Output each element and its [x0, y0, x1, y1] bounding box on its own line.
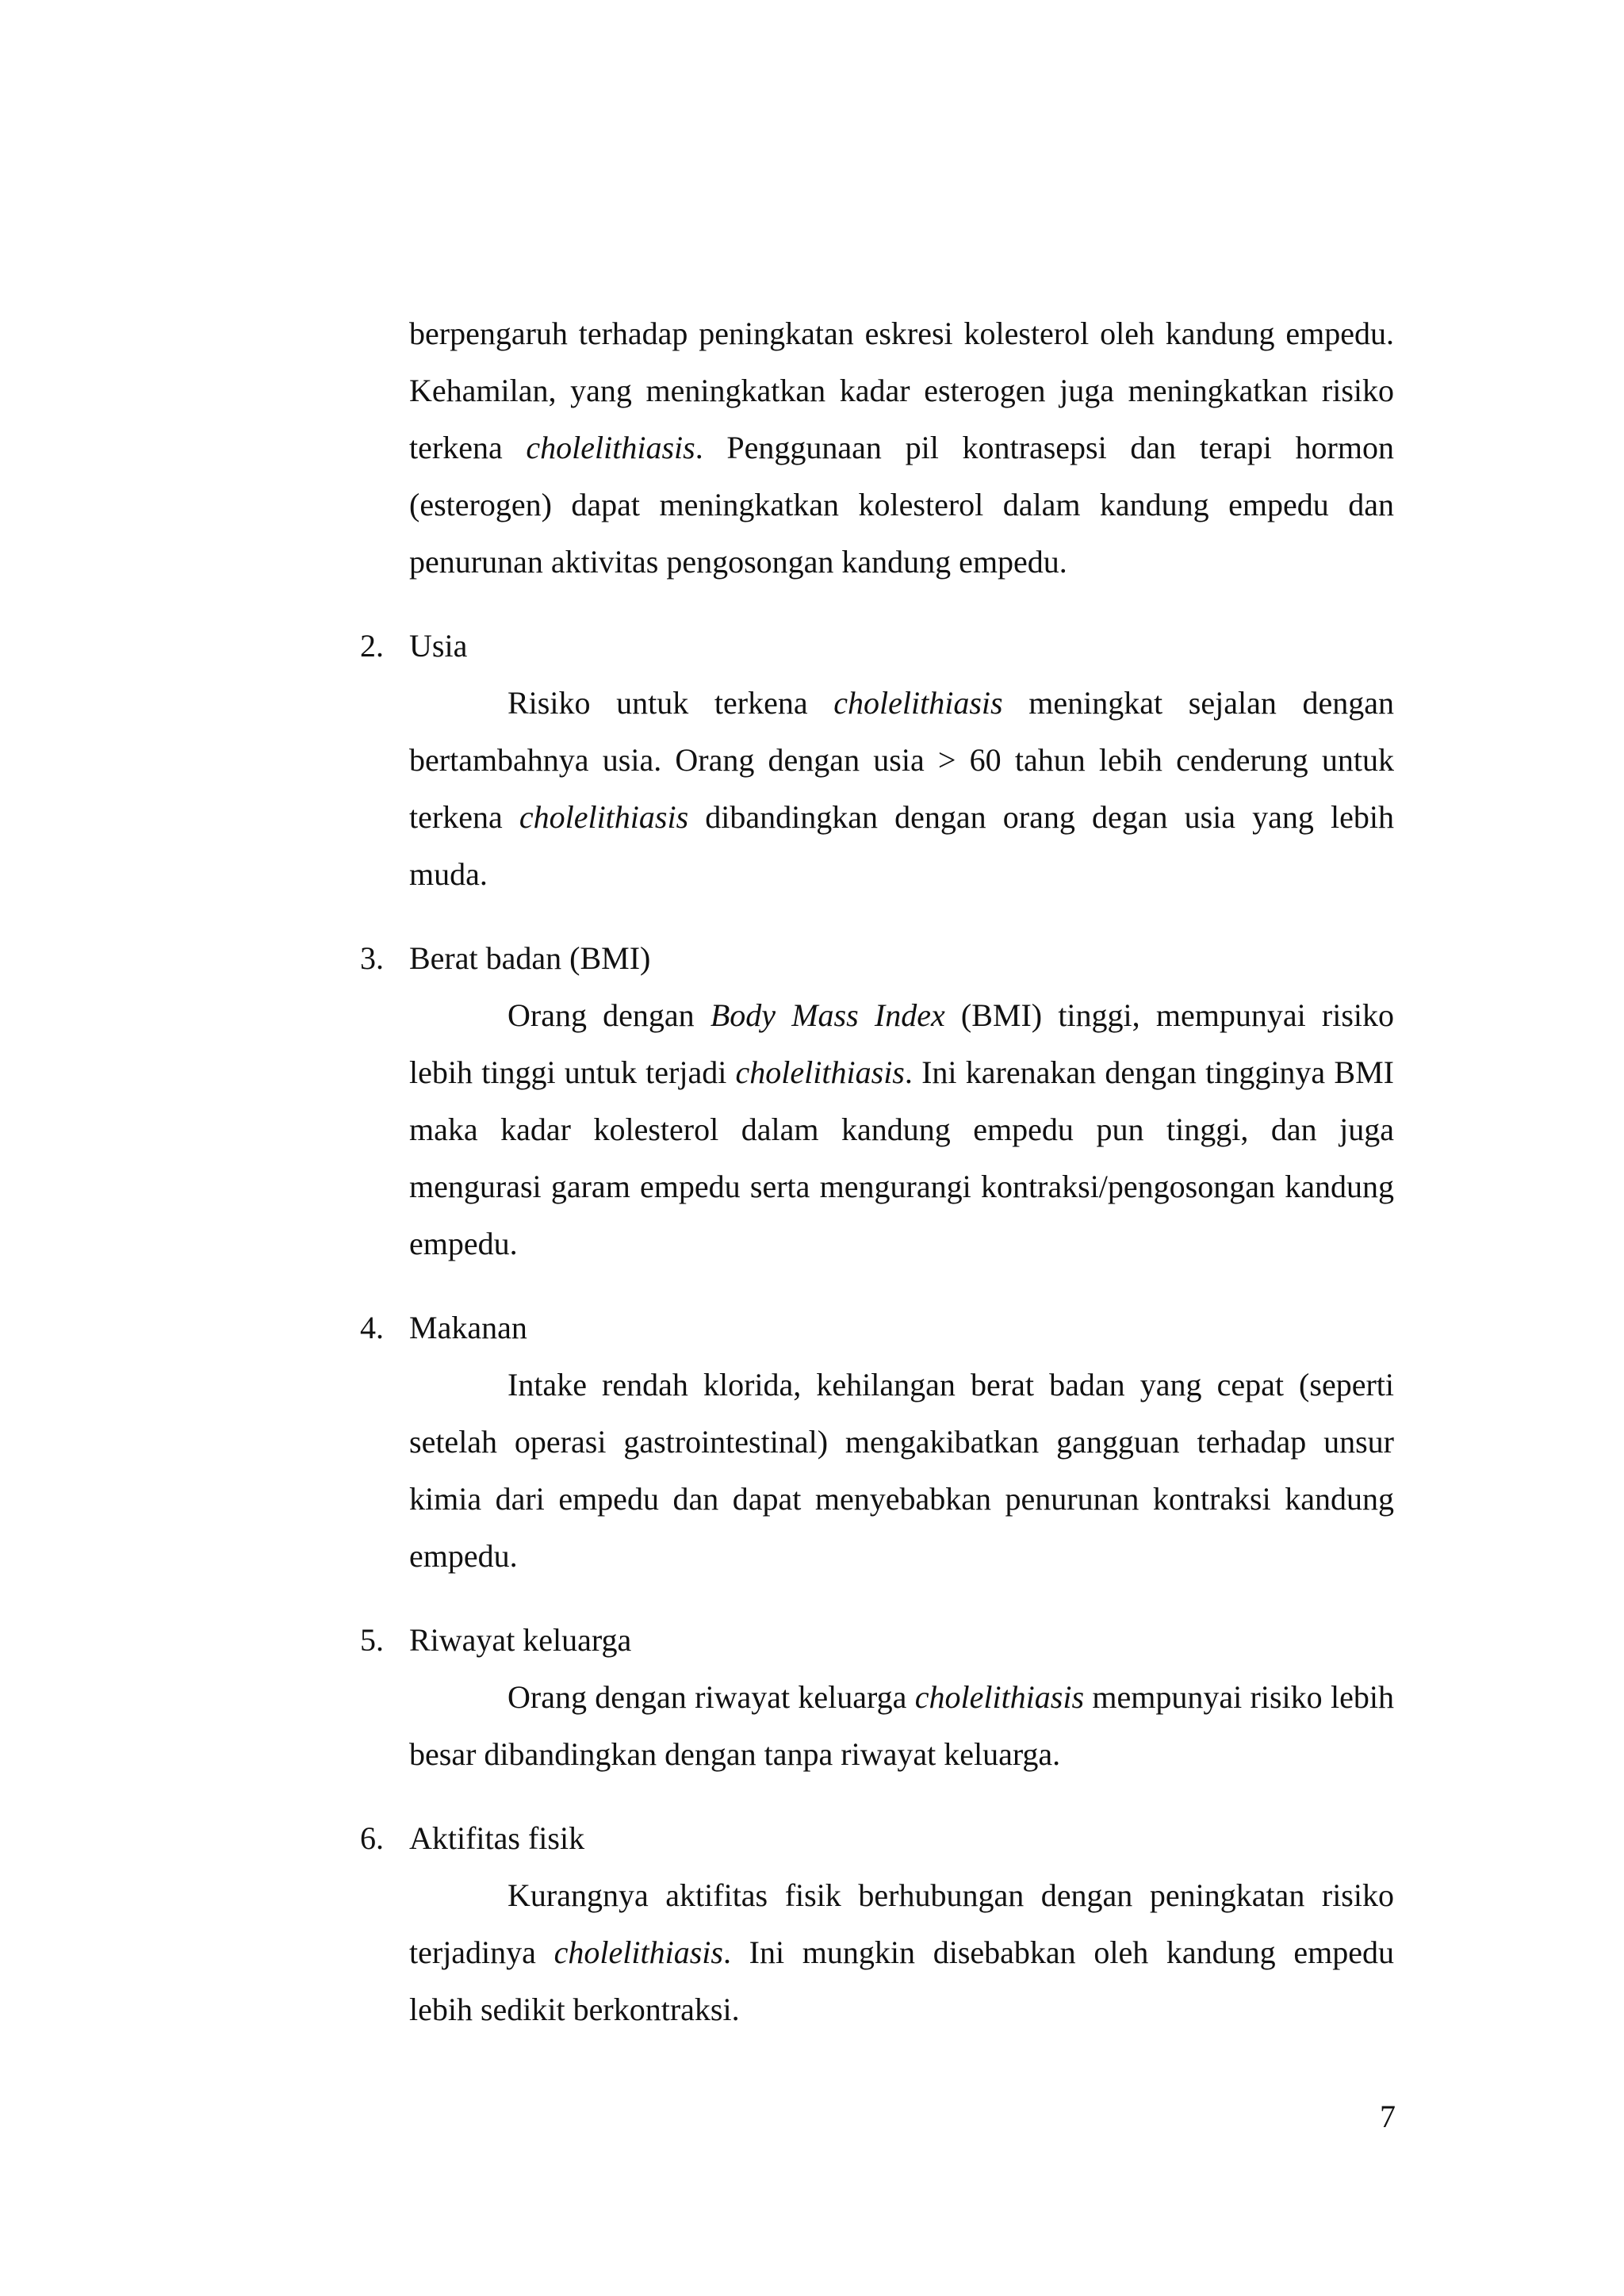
list-item-number: 5.	[360, 1622, 384, 1658]
body-text: . Ini karenakan dengan tingginya BMI maka kadar kolesterol dalam kandung empedu pun tinggi, dan juga mengurasi garam empedu serta mengurangi kontraksi/pengosongan kandung empedu.	[409, 1054, 1394, 1261]
term-cholelithiasis: cholelithiasis	[553, 1934, 723, 1970]
list-item-title: Riwayat keluarga	[409, 1622, 632, 1658]
body-text: Kurangnya aktifitas fisik berhubungan dengan peningkatan risiko terjadinya	[409, 1877, 1394, 1970]
body-text: meningkat sejalan dengan bertambahnya usia. Orang dengan usia > 60 tahun lebih cenderung untuk terkena	[409, 685, 1394, 835]
list-item-heading	[360, 930, 1394, 987]
intro-text-1: berpengaruh terhadap peningkatan eskresi kolesterol oleh kandung empedu. Kehamilan, yang meningkatkan kadar esterogen juga meningkatkan risiko terkena	[409, 316, 1394, 465]
intro-term-cholelithiasis: cholelithiasis	[526, 430, 695, 465]
page-number: 7	[1380, 2099, 1396, 2134]
body-text: Orang dengan riwayat keluarga	[508, 1679, 915, 1715]
list-item-heading	[360, 1299, 1394, 1357]
list-item-body	[409, 675, 1394, 903]
term-cholelithiasis: cholelithiasis	[735, 1054, 905, 1090]
list-item-body	[409, 1357, 1394, 1585]
term-cholelithiasis: cholelithiasis	[833, 685, 1003, 721]
list-item-berat-badan	[360, 930, 1394, 1272]
list-item-heading	[360, 618, 1394, 675]
list-item-body	[409, 1669, 1394, 1783]
body-text: . Ini mungkin disebabkan oleh kandung empedu lebih sedikit berkontraksi.	[409, 1934, 1395, 2027]
list-item-heading	[360, 1810, 1394, 1867]
list-item-title: Berat badan (BMI)	[409, 940, 651, 976]
list-item-number: 3.	[360, 940, 384, 976]
list-item-riwayat-keluarga	[360, 1612, 1394, 1783]
body-text: dibandingkan dengan orang degan usia yang lebih muda.	[409, 799, 1394, 892]
list-item-number: 2.	[360, 628, 384, 664]
intro-paragraph	[409, 305, 1394, 591]
list-item-title: Makanan	[409, 1310, 527, 1345]
list-item-body	[409, 987, 1394, 1272]
list-item-makanan	[360, 1299, 1394, 1585]
term-body-mass-index: Body Mass Index	[710, 997, 945, 1033]
body-text: (BMI) tinggi, mempunyai risiko lebih tinggi untuk terjadi	[409, 997, 1394, 1090]
body-text: Intake rendah klorida, kehilangan berat badan yang cepat (seperti setelah operasi gastrointestinal) mengakibatkan gangguan terhadap unsur kimia dari empedu dan dapat menyebabkan penurunan kontraksi kandung empedu.	[409, 1367, 1394, 1574]
list-item-heading	[360, 1612, 1394, 1669]
list-item-number: 6.	[360, 1820, 384, 1856]
list-item-usia	[360, 618, 1394, 903]
term-cholelithiasis: cholelithiasis	[914, 1679, 1085, 1715]
list-item-number: 4.	[360, 1310, 384, 1345]
list-item-body	[409, 1867, 1394, 2038]
list-item-title: Aktifitas fisik	[409, 1820, 585, 1856]
list-item-title: Usia	[409, 628, 468, 664]
body-text: mempunyai risiko lebih besar dibandingkan dengan tanpa riwayat keluarga.	[409, 1679, 1394, 1772]
document-body	[360, 305, 1395, 2065]
list-item-aktifitas-fisik	[360, 1810, 1395, 2038]
term-cholelithiasis: cholelithiasis	[519, 799, 689, 835]
intro-text-2: . Penggunaan pil kontrasepsi dan terapi hormon (esterogen) dapat meningkatkan kolesterol dalam kandung empedu dan penurunan aktivitas pengosongan kandung empedu.	[409, 430, 1394, 580]
body-text: Orang dengan	[508, 997, 710, 1033]
body-text: Risiko untuk terkena	[508, 685, 834, 721]
